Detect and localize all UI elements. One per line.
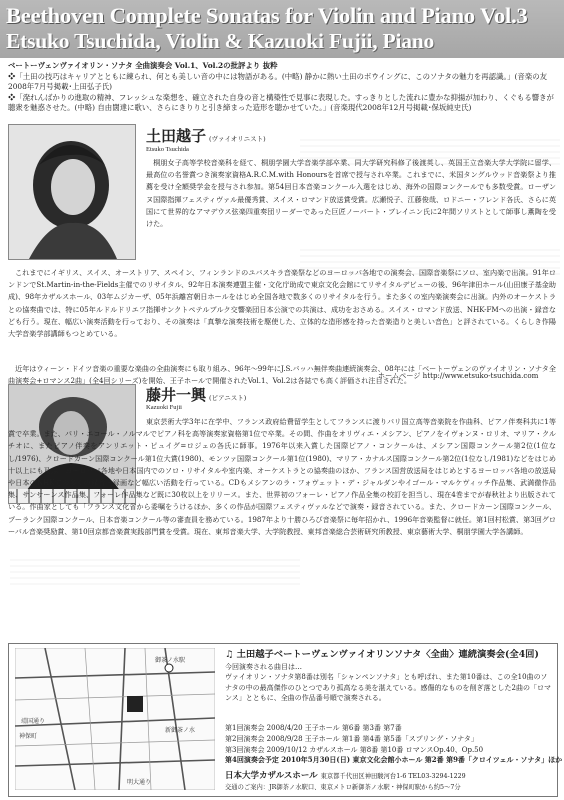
press-quotes (8, 61, 556, 114)
svg-text:靖国通り: 靖国通り (21, 718, 46, 725)
performers-subtitle: Etsuko Tsuchida, Violin & Kazuoki Fujii, Piano (6, 29, 435, 53)
title-banner (0, 0, 564, 58)
schedule-item: 第2回演奏会 2008/9/28 王子ホール 第1番 第4番 第5番「スプリング・ソナタ」 (225, 734, 478, 743)
concert-series-title: ♫ 土田越子ベートーヴェンヴァイオリンソナタ〈全曲〉連続演奏会(全4回) (225, 649, 539, 660)
tsuchida-photo (8, 124, 136, 260)
schedule-item: 第3回演奏会 2009/10/12 カザルスホール 第8番 第10番 ロマンスOp.40、Op.50 (225, 745, 484, 754)
fujii-roman-name: Kazuoki Fujii (146, 404, 182, 411)
press-heading: ベートーヴェンヴァイオリン・ソナタ 全曲演奏会 Vol.1、Vol.2の批評より 抜粋 (8, 61, 278, 70)
svg-text:新御茶ノ水: 新御茶ノ水 (165, 727, 196, 734)
tsuchida-name: 土田越子 (ヴァイオリニスト) (146, 127, 266, 145)
schedule-item: 第1回演奏会 2008/4/20 王子ホール 第6番 第3番 第7番 (225, 724, 402, 732)
concert-info-box (8, 643, 563, 797)
press-quote-2: ❖「溌れんばかりの進取の精神、フレッシュな楽想を、確立された自身の音と構築性で見事に表現した。すっきりとした流れに豊かな抑揚が加わり、くぐもる響きが聴衆を魅惑させた。(中略) 自由闊達に歌い、さらにきりりと引き締まった造形を聴かせていた。」(音楽現代2008年12月号掲載･保坂純史氏) (8, 92, 554, 113)
tsuchida-bio-p1: 桐朋女子高等学校音楽科を経て、桐朋学園大学音楽学部卒業、同大学研究科修了後渡英し、英国王立音楽大学大学院に留学、最高位の名誉賞つき演奏家資格A.R.C.M.with Honoursを首席で授与され卒業。これまでに、米国タングルウッド音楽祭より推薦を受け全額奨学金を授与され参加。第54回日本音楽コンクール入選をはじめ、海外の国際コンクールでも多数受賞。ローザンヌ国際指揮フェスティヴァル最優秀賞、スイス・ロマンド放送賞受賞。広瀬悦子、江藤俊哉、ロドニー・フレンド各氏、さらに英国にて世界的なアマデウス弦楽四重奏団リーダーであった巨匠ノーバート・ブレイニン氏に2年間ソリストとして師事し薫陶を受けた。 (146, 158, 556, 229)
tsuchida-bio-p3: 近年はウィーン・ドイツ音楽の重要な楽曲の全曲演奏にも取り組み、96年～99年にJ.S.バッハ無伴奏曲連続演奏会、08年には「ベートーヴェンのヴァイオリン・ソナタ全曲演奏会+ロマンス2曲」(全4回シリーズ)を開始、王子ホールで開催されたVol.1、Vol.2は各誌でも高く評価され注目された。 (8, 364, 556, 386)
venue-address: 東京都千代田区神田駿河台1-6 TEL03-3294-1229 (320, 773, 466, 780)
tsuchida-bio-top (146, 157, 556, 267)
tsuchida-bio-p2: これまでにイギリス、スイス、オーストリア、スペイン、フィンランドのユバスキラ音楽祭などのヨーロッパ各地での演奏会、国際音楽祭にソロ、室内楽で出演。91年ロンドンでSt.Martin-in-the-Fields主催でのリサイタル、92年日本演奏連盟主催・文化庁助成で東京文化会館にてリサイタルデビューの後、96年津田ホール(山田康子基金助成)、98年カザルスホール、03年ムジカーザ、05年浜離宮朝日ホールをはじめ全国各地で数多くのリサイタルを行う。また多くの室内楽演奏会に出演。内外のオーケストラとの協奏曲では、特に05年ルドルドリエフ指揮サンクトペテルブルク交響楽団日本公演での共演は、成功をおさめる。スイス・ロマンド放送、NHK-FMへの出演・録音なども行う。現在、幅広い演奏活動を行っており、その演奏は「真摯な演奏技術を駆使した、立体的な造形感を持った音楽造りと美しい音色」と評されている。くらしき作陽大学音楽学部講師もつとめている。 (8, 268, 556, 339)
concert-schedule (225, 723, 563, 766)
fujii-name: 藤井一興 (ピアニスト) (146, 386, 247, 404)
tsuchida-roman-name: Etsuko Tsuchida (146, 146, 189, 153)
venue-access: 交通のご案内：JR御茶ノ水駅口、東京メトロ新御茶ノ水駅・神保町駅から約5～7分 (225, 784, 461, 791)
venue-map (15, 648, 215, 790)
schedule-item: 第4回演奏会予定 2010年5月30日(日) 東京文化会館小ホール 第2番 第9番「クロイツェル・ソナタ」ほか (225, 755, 563, 765)
svg-text:明大通り: 明大通り (127, 779, 152, 786)
press-quote-1: ❖「土田の技巧はキャリアとともに練られ、何とも美しい音の中には物語がある。(中略) 静かに熱い土田のボウイングに、このソナタの魅力を再認識。」(音楽の友2008年7月号掲載･上田弘子氏) (8, 71, 547, 92)
concert-intro (225, 662, 551, 704)
page-title: Beethoven Complete Sonatas for Violin and Piano Vol.3 (6, 3, 528, 28)
tsuchida-homepage: ホームページ http://www.etsuko-tsuchida.com (378, 371, 539, 380)
concert-intro-heading: 今回演奏される曲目は… (225, 663, 302, 671)
concert-intro-text: ヴァイオリン・ソナタ第8番は別名「シャンペンソナタ」とも呼ばれ、また第10番は、この全10曲のソナタの中の最高傑作のひとつであり孤高なる美を湛えている。感傷的なものを削ぎ落とした2曲の「ロマンス」とともに、全曲の作品番号順で演奏される。 (225, 673, 551, 703)
music-note-icon: ♫ (225, 649, 234, 660)
fujii-bio (8, 416, 556, 634)
fujii-bio-p1: 東京芸術大学3年に在学中、フランス政府給費留学生としてフランスに渡りパリ国立高等音楽院を作曲科、ピアノ伴奏科共に1等賞で卒業。また、パリ・エコール・ノルマルでピアノ科を高等演奏家資格第1位で卒業。その間、作曲をオリヴィエ・メシアン、ピアノをイヴォンヌ・ロリオ、マリア・クルチオに、またピアノ伴奏をアンリエット・ピュイグ=ロジェの各氏に師事。1976年以来入賞した国際ピアノ・コンクールは、メシアン国際コンクール第2位(1位なし/1976)、クロードカーン国際コンクール第1位大賞(1980)、モンツァ国際コンクール第1位(1980)、マリア・カナルス国際コンクール第2位(1位なし/1981)などをはじめ十以上にも及ぶ。ヨーロッパ各地や日本国内でのソロ・リサイタルや室内楽、オーケストラとの協奏曲のほか、フランス国営放送局をはじめとするヨーロッパ各地の放送局や日本のNHKでの多くの録音・録画など幅広い活動を行っている。CDもメシアンのラ・フォヴェット・デ・ジャルダンやイゴール・マルケヴィッチ作品集、武満徹作品集、サンサーンス作品集、フォーレ作品集など既に30枚以上をリリース。また、世界初のフォーレ・ピアノ作品全集の校訂を担当し、現在4巻までが春秋社より出版されている。作曲家としても「フランス文化省から委嘱をうけるほか、多くの作品が国際フェスティヴァルなどで演奏・録音されている。また、クロードカーン国際コンクール、プーランク国際コンクール、日本音楽コンクール等の審査員を務めている。1987年より十勝ひろび音楽祭に毎年招かれ、1996年音楽監督に就任。第1回村松賞、第3回グローバル音楽奨励賞、第10回京都音楽賞実践部門賞を受賞。現在、東邦音楽大学、大学院教授、東邦音楽総合芸術研究所教授、東京藝術大学、桐朋学園大学各講師。 (8, 417, 556, 536)
venue-name: 日本大学カザルスホール 東京都千代田区神田駿河台1-6 TEL03-3294-1229 (225, 771, 466, 781)
svg-text:御茶ノ水駅: 御茶ノ水駅 (155, 657, 186, 664)
svg-text:神保町: 神保町 (19, 733, 38, 740)
